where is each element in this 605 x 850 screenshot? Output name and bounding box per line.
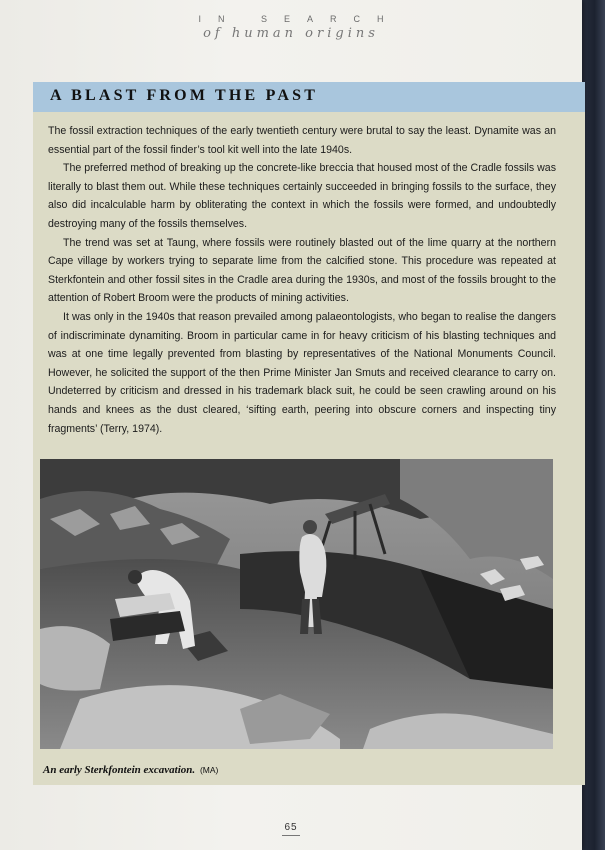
sidebar-panel [33, 82, 585, 785]
section-title: A BLAST FROM THE PAST [50, 87, 319, 104]
running-head [0, 14, 582, 41]
page-number-text: 65 [284, 822, 298, 833]
running-head-line2: of human origins [203, 26, 379, 41]
page-number [0, 822, 582, 836]
excavation-photo [40, 459, 553, 749]
running-head-line1: IN SEARCH [198, 14, 401, 24]
page-number-rule [282, 835, 300, 836]
caption-text: An early Sterkfontein excavation. [43, 764, 196, 776]
body-text [48, 122, 556, 438]
excavation-photo-illustration [40, 459, 553, 749]
paragraph-3: The trend was set at Taung, where fossils were routinely blasted out of the lime quarry at the northern Cape village by workers trying to separate lime from the calcified stone. This procedure was repeated at Sterkfontein and other fossil sites in the Cradle area during the 1930s, and most of the fossils brought to the attention of Robert Broom were the products of mining activities. [48, 236, 556, 305]
paragraph-2: The preferred method of breaking up the concrete-like breccia that housed most of the Cradle fossils was literally to blast them out. While these techniques certainly succeeded in bringing fossils to the surface, they also did incalculable harm by obliterating the context in which the fossils were formed, and undoubtedly destroying many of the fossils themselves. [48, 162, 556, 230]
caption-credit: (MA) [199, 765, 219, 775]
section-title-bar [33, 82, 585, 112]
paragraph-4: It was only in the 1940s that reason prevailed among palaeontologists, who began to realise the dangers of indiscriminate dynamiting. Broom in particular came in for heavy criticism of his blasting techniques and was at one time legally prevented from blasting by representatives of the National Monuments Council. However, he solicited the support of the then Prime Minister Jan Smuts and received clearance to carry on. Undeterred by criticism and dressed in his trademark black suit, he could be seen crawling around on his hands and knees as the dust cleared, ‘sifting earth, peering into obscure corners and inspecting tiny fragments’ (Terry, 1974). [48, 310, 556, 435]
photo-caption [43, 764, 218, 776]
paragraph-1: The fossil extraction techniques of the early twentieth century were brutal to say the least. Dynamite was an essential part of the fossil finder’s tool kit well into the late 1940s. [48, 125, 556, 156]
